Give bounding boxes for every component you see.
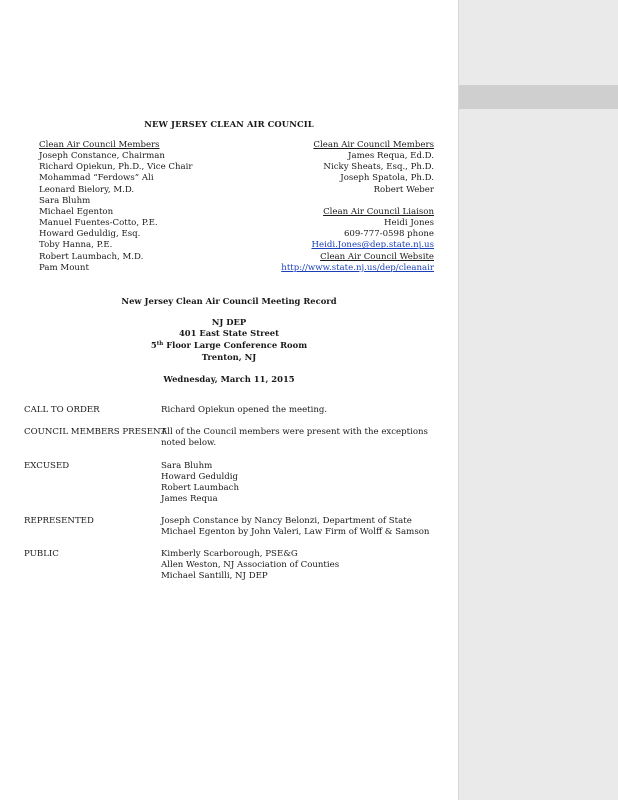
section-label: COUNCIL MEMBERS PRESENT bbox=[24, 427, 167, 437]
comment-pane-header bbox=[459, 85, 618, 109]
liaison-heading: Clean Air Council Liaison bbox=[323, 206, 434, 217]
member-name: Manuel Fuentes-Cotto, P.E. bbox=[39, 218, 158, 229]
list-item: Joseph Constance by Nancy Belonzi, Department of State bbox=[161, 516, 412, 526]
list-item: Michael Egenton by John Valeri, Law Firm of Wolff & Samson bbox=[161, 527, 430, 538]
section-label: CALL TO ORDER bbox=[24, 405, 100, 415]
member-name: Sara Bluhm bbox=[39, 195, 91, 206]
member-name: Michael Egenton bbox=[39, 206, 114, 217]
meeting-location bbox=[0, 317, 458, 363]
member-name: Robert Laumbach, M.D. bbox=[39, 251, 144, 262]
member-name: Howard Geduldig, Esq. bbox=[39, 229, 141, 240]
member-name: Nicky Sheats, Esq., Ph.D. bbox=[323, 162, 434, 173]
record-title: New Jersey Clean Air Council Meeting Record bbox=[121, 296, 337, 306]
represented-list bbox=[161, 516, 451, 538]
location-room: 5th Floor Large Conference Room bbox=[150, 340, 308, 351]
location-org: NJ DEP bbox=[211, 317, 247, 327]
right-members-column bbox=[281, 140, 434, 274]
liaison-phone: 609-777-0598 phone bbox=[343, 229, 434, 240]
public-list bbox=[161, 549, 451, 582]
list-item: Sara Bluhm bbox=[161, 461, 213, 471]
member-name: Mohammad “Ferdows” Ali bbox=[39, 173, 154, 184]
comment-pane bbox=[458, 0, 618, 800]
member-name: Robert Weber bbox=[373, 184, 434, 195]
excused-list bbox=[161, 461, 451, 506]
meeting-date: Wednesday, March 11, 2015 bbox=[163, 374, 295, 384]
member-name: James Requa, Ed.D. bbox=[348, 151, 434, 162]
left-members-column bbox=[39, 140, 193, 274]
list-item: Robert Laumbach bbox=[161, 483, 240, 494]
member-name: Joseph Constance, Chairman bbox=[39, 151, 165, 162]
liaison-name: Heidi Jones bbox=[384, 218, 434, 229]
member-name: Pam Mount bbox=[39, 262, 89, 273]
section-text: Richard Opiekun opened the meeting. bbox=[161, 405, 328, 415]
location-city: Trenton, NJ bbox=[201, 351, 257, 362]
website-link[interactable]: http://www.state.nj.us/dep/cleanair bbox=[281, 262, 434, 273]
liaison-email-link[interactable]: Heidi.Jones@dep.state.nj.us bbox=[311, 240, 434, 251]
document-title: NEW JERSEY CLEAN AIR COUNCIL bbox=[144, 119, 314, 129]
section-label: PUBLIC bbox=[24, 549, 59, 559]
list-item: Kimberly Scarborough, PSE&G bbox=[161, 549, 298, 559]
section-label: REPRESENTED bbox=[24, 516, 94, 526]
section-text: All of the Council members were present with the exceptions noted below. bbox=[161, 427, 428, 449]
list-item: Michael Santilli, NJ DEP bbox=[161, 571, 268, 582]
list-item: Howard Geduldig bbox=[161, 472, 238, 483]
members-heading-right: Clean Air Council Members bbox=[313, 140, 434, 150]
member-name: Toby Hanna, P.E. bbox=[39, 240, 113, 251]
members-heading-left: Clean Air Council Members bbox=[39, 140, 160, 150]
member-name: Joseph Spatola, Ph.D. bbox=[340, 173, 434, 184]
member-name: Leonard Bielory, M.D. bbox=[39, 184, 135, 195]
member-name: Richard Opiekun, Ph.D., Vice Chair bbox=[39, 162, 193, 173]
list-item: Allen Weston, NJ Association of Counties bbox=[161, 560, 340, 571]
list-item: James Requa bbox=[161, 494, 218, 505]
location-street: 401 East State Street bbox=[178, 328, 280, 339]
section-label: EXCUSED bbox=[24, 461, 70, 471]
website-heading: Clean Air Council Website bbox=[320, 251, 434, 262]
